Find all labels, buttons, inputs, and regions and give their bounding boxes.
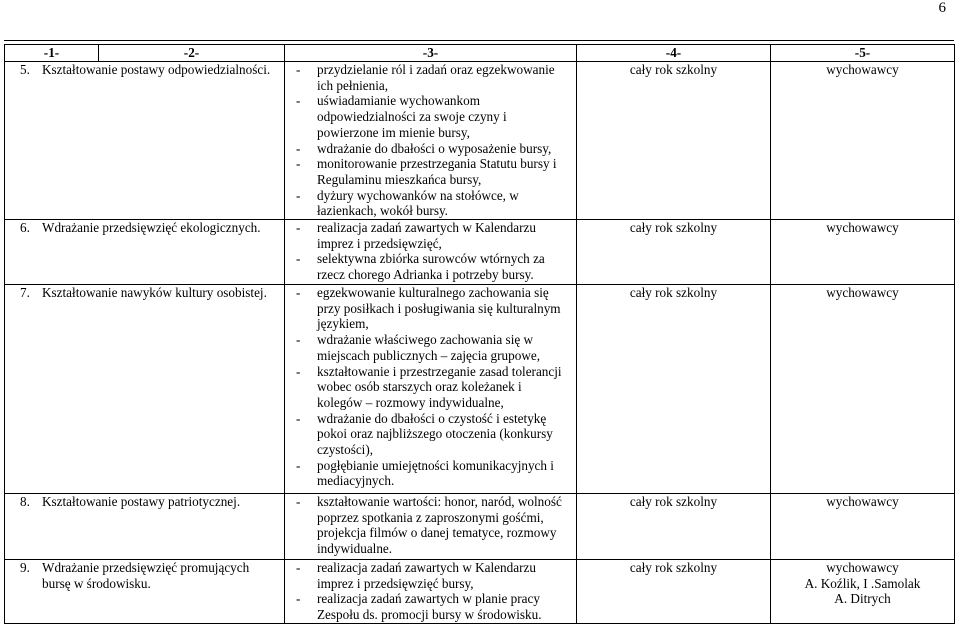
dash-bullet: - (296, 140, 301, 156)
actions-cell (285, 560, 577, 624)
topic-cell (5, 220, 285, 285)
action-item (296, 141, 570, 157)
action-text: wdrażanie właściwego zachowania się w miejscach publicznych – zajęcia grupowe, (317, 332, 540, 363)
dash-bullet: - (296, 457, 301, 473)
responsible-cell: wychowawcy (771, 62, 955, 220)
action-text: monitorowanie przestrzegania Statutu bursy i Regulaminu mieszkańca bursy, (317, 156, 557, 187)
topic-number: 9. (20, 560, 30, 576)
dash-bullet: - (296, 591, 301, 607)
term-cell: cały rok szkolny (577, 62, 771, 220)
action-item (296, 251, 570, 282)
action-text: kształtowanie wartości: honor, naród, wolność poprzez spotkania z zaproszonymi gośćmi, projekcja filmów o danej tematyce, rozmowy indywidualne. (317, 494, 562, 557)
responsible-cell: wychowawcy (771, 220, 955, 285)
topic-number: 5. (20, 62, 30, 77)
action-text: realizacja zadań zawartych w Kalendarzu imprez i przedsięwzięć, (317, 220, 536, 251)
dash-bullet: - (296, 494, 301, 510)
term-cell: cały rok szkolny (577, 560, 771, 624)
table-row (5, 285, 955, 494)
action-text: selektywna zbiórka surowców wtórnych za rzecz chorego Adrianka i potrzeby bursy. (317, 251, 545, 283)
responsible-cell (771, 560, 955, 624)
responsible-line: A. Ditrych (834, 591, 891, 607)
term-cell: cały rok szkolny (577, 285, 771, 494)
dash-bullet: - (296, 285, 301, 301)
action-item (296, 156, 570, 187)
responsible-line: A. Koźlik, I .Samolak (804, 575, 921, 591)
dash-bullet: - (296, 187, 301, 203)
header-col-2: -2- (99, 45, 285, 62)
actions-cell (285, 220, 577, 285)
action-text: wdrażanie do dbałości o wyposażenie bursy, (317, 140, 552, 156)
term-cell: cały rok szkolny (577, 220, 771, 285)
action-text: egzekwowanie kulturalnego zachowania się przy posiłkach i posługiwania się kulturalnym językiem, (317, 285, 561, 332)
action-text: kształtowanie i przestrzeganie zasad tolerancji wobec osób starszych oraz koleżanek i kolegów – rozmowy indywidualne, (317, 363, 562, 410)
topic-text: Kształtowanie postawy odpowiedzialności. (42, 62, 271, 77)
action-text: realizacja zadań zawartych w planie pracy Zespołu ds. promocji bursy w środowisku. (317, 591, 542, 623)
action-item (296, 285, 570, 332)
dash-bullet: - (296, 93, 301, 109)
action-text: pogłębianie umiejętności komunikacyjnych i mediacyjnych. (317, 457, 554, 489)
actions-cell (285, 62, 577, 220)
action-item (296, 364, 570, 411)
dash-bullet: - (296, 560, 301, 576)
table-row (5, 494, 955, 560)
dash-bullet: - (296, 410, 301, 426)
dash-bullet: - (296, 332, 301, 348)
action-text: dyżury wychowanków na stołówce, w łazienkach, wokół bursy. (317, 187, 519, 219)
action-text: wdrażanie do dbałości o czystość i estetykę pokoi oraz najbliższego otoczenia (konkursy czystości), (317, 410, 553, 458)
action-text: uświadamianie wychowankom odpowiedzialności za swoje czyny i powierzone im mienie bursy, (317, 93, 507, 140)
plan-table (4, 44, 955, 624)
action-item (296, 411, 570, 458)
header-col-4: -4- (577, 45, 771, 62)
action-item (296, 458, 570, 489)
topic-cell (5, 560, 285, 624)
topic-text: Wdrażanie przedsięwzięć ekologicznych. (42, 220, 261, 236)
header-row (5, 45, 955, 62)
dash-bullet: - (296, 220, 301, 236)
header-col-5: -5- (771, 45, 955, 62)
topic-cell (5, 494, 285, 560)
term-cell: cały rok szkolny (577, 494, 771, 560)
action-item (296, 560, 570, 591)
dash-bullet: - (296, 62, 301, 77)
table-row (5, 560, 955, 624)
table-row (5, 220, 955, 285)
topic-number: 7. (20, 285, 30, 301)
dash-bullet: - (296, 251, 301, 267)
responsible-line: wychowawcy (826, 560, 899, 576)
topic-number: 6. (20, 220, 30, 236)
action-item (296, 332, 570, 363)
actions-cell (285, 494, 577, 560)
topic-text: Wdrażanie przedsięwzięć promujących bursę w środowisku. (42, 560, 250, 591)
action-item (296, 220, 570, 251)
dash-bullet: - (296, 156, 301, 172)
actions-cell (285, 285, 577, 494)
topic-text: Kształtowanie postawy patriotycznej. (42, 494, 241, 510)
action-item (296, 494, 570, 557)
topic-number: 8. (20, 494, 30, 510)
header-col-3: -3- (285, 45, 577, 62)
action-text: przydzielanie ról i zadań oraz egzekwowanie ich pełnienia, (317, 62, 555, 93)
page-number: 6 (938, 0, 946, 16)
top-rule (4, 40, 954, 41)
responsible-cell: wychowawcy (771, 494, 955, 560)
topic-text: Kształtowanie nawyków kultury osobistej. (42, 285, 267, 301)
action-item (296, 591, 570, 622)
action-text: realizacja zadań zawartych w Kalendarzu imprez i przedsięwzięć bursy, (317, 560, 536, 591)
topic-cell (5, 62, 285, 220)
action-item (296, 188, 570, 219)
table-row (5, 62, 955, 220)
dash-bullet: - (296, 363, 301, 379)
action-item (296, 62, 570, 93)
header-col-1: -1- (5, 45, 99, 62)
action-item (296, 93, 570, 140)
responsible-cell: wychowawcy (771, 285, 955, 494)
topic-cell (5, 285, 285, 494)
